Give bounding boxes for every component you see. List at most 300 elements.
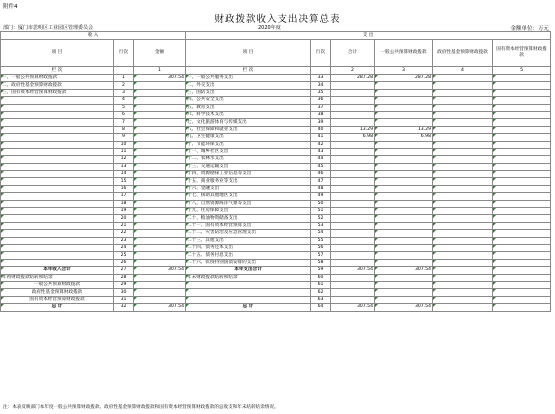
col-number-4: 4 (433, 67, 493, 75)
soe-budget-cell (493, 200, 551, 207)
income-item-cell (1, 141, 114, 148)
expense-item-cell: 十三、交通运输支出 (186, 163, 311, 170)
income-line-cell: 29 (114, 281, 134, 288)
soe-budget-cell (493, 126, 551, 133)
income-amount-cell (134, 215, 186, 222)
fund-budget-cell (433, 75, 493, 82)
income-amount-cell (134, 104, 186, 111)
expense-line-cell: 44 (311, 156, 331, 163)
income-amount-cell: 307.54 (134, 75, 186, 82)
general-budget-cell: 287.28 (375, 75, 433, 82)
col-label-left-no (114, 67, 134, 75)
general-budget-cell (375, 148, 433, 155)
expense-item-cell: 二十三、其他支出 (186, 237, 311, 244)
expense-line-cell: 40 (311, 126, 331, 133)
general-budget-cell (375, 156, 433, 163)
expense-line-cell: 35 (311, 89, 331, 96)
table-row (1, 193, 551, 200)
general-budget-cell (375, 193, 433, 200)
expense-line-cell: 43 (311, 148, 331, 155)
expense-item-cell: 十七、援助其他地区支出 (186, 193, 311, 200)
soe-budget-cell (493, 148, 551, 155)
table-row (1, 252, 551, 259)
soe-budget-cell (493, 304, 551, 311)
general-budget-cell (375, 296, 433, 303)
soe-budget-cell (493, 82, 551, 89)
expense-line-cell: 56 (311, 244, 331, 251)
table-row (1, 244, 551, 251)
expense-item-cell: 七、文化旅游体育与传媒支出 (186, 119, 311, 126)
income-amount-cell (134, 244, 186, 251)
fund-budget-cell (433, 82, 493, 89)
soe-budget-cell (493, 89, 551, 96)
soe-budget-cell (493, 274, 551, 281)
table-row (1, 215, 551, 222)
income-item-cell: 本年收入合计 (1, 267, 114, 274)
footnote: 注：本表反映部门本年度一般公共预算财政拨款、政府性基金预算财政拨款和国有资本经营预算财政拨款的总收支和年末结转结余情况。 (3, 405, 279, 410)
expense-item-cell: 十四、资源勘探工业信息等支出 (186, 171, 311, 178)
expense-line-cell: 47 (311, 178, 331, 185)
income-item-cell (1, 148, 114, 155)
expense-line-cell: 49 (311, 193, 331, 200)
expense-item-header: 项 目 (186, 40, 311, 67)
income-item-cell: 国有资本经营预算财政拨款 (1, 296, 114, 303)
fund-budget-cell (433, 97, 493, 104)
income-item-cell (1, 119, 114, 126)
total-cell (331, 222, 375, 229)
table-row (1, 200, 551, 207)
expense-item-cell: 十八、自然资源海洋气象等支出 (186, 200, 311, 207)
income-line-cell: 18 (114, 200, 134, 207)
income-amount-cell (134, 289, 186, 296)
income-line-cell: 7 (114, 119, 134, 126)
general-budget-cell: 307.54 (375, 267, 433, 274)
col-number-1: 1 (134, 67, 186, 75)
expense-line-cell: 52 (311, 215, 331, 222)
total-cell (331, 185, 375, 192)
fund-budget-cell (433, 134, 493, 141)
income-line-cell: 17 (114, 193, 134, 200)
income-amount-cell: 307.54 (134, 304, 186, 311)
total-cell (331, 97, 375, 104)
soe-budget-cell (493, 134, 551, 141)
soe-budget-cell (493, 163, 551, 170)
total-cell (331, 237, 375, 244)
expense-item-cell: 五、教育支出 (186, 104, 311, 111)
income-line-cell: 23 (114, 237, 134, 244)
income-item-cell (1, 215, 114, 222)
income-line-cell: 6 (114, 111, 134, 118)
fund-budget-cell (433, 163, 493, 170)
fund-budget-cell (433, 281, 493, 288)
soe-budget-cell (493, 244, 551, 251)
expense-item-cell: 九、卫生健康支出 (186, 134, 311, 141)
total-cell (331, 274, 375, 281)
table-row (1, 267, 551, 274)
expense-line-cell: 61 (311, 281, 331, 288)
column-number-row (1, 67, 551, 75)
income-amount-cell (134, 274, 186, 281)
expense-line-cell: 59 (311, 267, 331, 274)
general-budget-cell (375, 97, 433, 104)
income-amount-cell (134, 119, 186, 126)
expense-line-cell: 50 (311, 200, 331, 207)
table-row (1, 134, 551, 141)
income-item-cell (1, 237, 114, 244)
total-cell (331, 178, 375, 185)
expense-line-cell: 39 (311, 119, 331, 126)
expense-item-cell: 二、外交支出 (186, 82, 311, 89)
income-line-cell: 21 (114, 222, 134, 229)
general-budget-cell (375, 104, 433, 111)
table-row (1, 281, 551, 288)
general-budget-cell (375, 244, 433, 251)
expense-item-cell: 总 计 (186, 304, 311, 311)
soe-budget-cell (493, 193, 551, 200)
total-cell (331, 281, 375, 288)
income-item-cell (1, 163, 114, 170)
expense-line-cell: 38 (311, 111, 331, 118)
general-budget-cell (375, 274, 433, 281)
expense-item-cell: 三、国防支出 (186, 89, 311, 96)
fund-budget-cell (433, 304, 493, 311)
total-cell (331, 82, 375, 89)
income-amount-cell (134, 134, 186, 141)
general-budget-cell (375, 215, 433, 222)
expense-item-cell (186, 289, 311, 296)
income-item-cell (1, 134, 114, 141)
income-line-cell: 3 (114, 89, 134, 96)
table-row (1, 259, 551, 266)
income-item-cell: 一般公共预算财政拨款 (1, 281, 114, 288)
year-label: 2020年度 (258, 25, 281, 31)
expense-item-cell: 本年支出合计 (186, 267, 311, 274)
total-cell (331, 289, 375, 296)
expense-line-cell: 37 (311, 104, 331, 111)
expense-item-cell: 二十二、灾害防治及应急管理支出 (186, 230, 311, 237)
income-item-cell: 年初财政拨款结转和结余 (1, 274, 114, 281)
general-budget-header: 一般公共预算财政拨款 (375, 40, 433, 67)
soe-budget-cell (493, 237, 551, 244)
income-amount-cell: 307.54 (134, 267, 186, 274)
income-line-cell: 13 (114, 163, 134, 170)
total-header: 合计 (331, 40, 375, 67)
report-title: 财政拨款收入支出决算总表 (214, 14, 341, 25)
fund-budget-cell (433, 267, 493, 274)
fund-budget-cell (433, 215, 493, 222)
total-cell (331, 200, 375, 207)
income-line-cell: 30 (114, 289, 134, 296)
income-item-cell: 一、一般公共预算财政拨款 (1, 75, 114, 82)
income-item-cell (1, 178, 114, 185)
income-item-cell (1, 171, 114, 178)
income-amount-cell (134, 148, 186, 155)
general-budget-cell (375, 171, 433, 178)
income-line-cell: 10 (114, 141, 134, 148)
income-line-cell: 12 (114, 156, 134, 163)
expense-item-cell (186, 296, 311, 303)
total-cell (331, 171, 375, 178)
income-item-cell (1, 126, 114, 133)
income-item-cell: 二、政府性基金预算财政拨款 (1, 82, 114, 89)
total-cell (331, 119, 375, 126)
income-amount-cell (134, 111, 186, 118)
soe-budget-header: 国有资本经营预算财政拨款 (493, 40, 551, 67)
general-budget-cell (375, 222, 433, 229)
income-line-cell: 8 (114, 126, 134, 133)
income-item-cell: 总 计 (1, 304, 114, 311)
income-line-cell: 15 (114, 178, 134, 185)
income-line-cell: 1 (114, 75, 134, 82)
fund-budget-cell (433, 111, 493, 118)
table-row (1, 141, 551, 148)
income-line-header: 行次 (114, 40, 134, 67)
income-amount-header: 金额 (134, 40, 186, 67)
total-cell: 6.98 (331, 134, 375, 141)
table-row (1, 119, 551, 126)
fund-budget-cell (433, 171, 493, 178)
attachment-label: 附件4 (3, 4, 18, 10)
general-budget-cell (375, 111, 433, 118)
income-item-cell (1, 208, 114, 215)
fund-budget-cell (433, 148, 493, 155)
fund-budget-cell (433, 296, 493, 303)
soe-budget-cell (493, 215, 551, 222)
income-line-cell: 26 (114, 259, 134, 266)
expense-item-cell: 四、公共安全支出 (186, 97, 311, 104)
income-amount-cell (134, 97, 186, 104)
expense-line-header: 行次 (311, 40, 331, 67)
income-line-cell: 9 (114, 134, 134, 141)
income-amount-cell (134, 193, 186, 200)
total-cell (331, 252, 375, 259)
expense-line-cell: 51 (311, 208, 331, 215)
income-amount-cell (134, 252, 186, 259)
table-row (1, 274, 551, 281)
expense-item-cell: 十二、农林水支出 (186, 156, 311, 163)
col-label-left: 栏 次 (1, 67, 114, 75)
expense-line-cell: 36 (311, 97, 331, 104)
fund-budget-cell (433, 274, 493, 281)
income-amount-cell (134, 208, 186, 215)
expense-line-cell: 46 (311, 171, 331, 178)
expense-item-cell: 年末财政拨款结转和结余 (186, 274, 311, 281)
group-header-row (1, 32, 551, 40)
total-cell: 307.54 (331, 304, 375, 311)
general-budget-cell: 307.54 (375, 304, 433, 311)
total-cell: 13.29 (331, 126, 375, 133)
total-cell (331, 156, 375, 163)
fund-budget-cell (433, 208, 493, 215)
table-row (1, 289, 551, 296)
general-budget-cell (375, 178, 433, 185)
income-amount-cell (134, 141, 186, 148)
general-budget-cell (375, 89, 433, 96)
expense-item-cell: 十九、住房保障支出 (186, 208, 311, 215)
soe-budget-cell (493, 185, 551, 192)
general-budget-cell (375, 252, 433, 259)
total-cell (331, 244, 375, 251)
soe-budget-cell (493, 281, 551, 288)
fund-budget-header: 政府性基金预算财政拨款 (433, 40, 493, 67)
expense-item-cell: 二十五、债务付息支出 (186, 252, 311, 259)
expense-item-cell: 十五、商业服务业等支出 (186, 178, 311, 185)
soe-budget-cell (493, 111, 551, 118)
expense-item-cell: 八、社会保障和就业支出 (186, 126, 311, 133)
soe-budget-cell (493, 178, 551, 185)
income-line-cell: 20 (114, 215, 134, 222)
income-amount-cell (134, 126, 186, 133)
general-budget-cell (375, 82, 433, 89)
total-cell (331, 193, 375, 200)
fund-budget-cell (433, 126, 493, 133)
table-row (1, 230, 551, 237)
department-label: 部门：厦门市思明区工业园区管理委员会 (3, 25, 94, 31)
general-budget-cell (375, 141, 433, 148)
income-amount-cell (134, 185, 186, 192)
fund-budget-cell (433, 89, 493, 96)
expense-item-cell: 二十六、抗疫特别国债安排的支出 (186, 259, 311, 266)
income-item-cell (1, 156, 114, 163)
soe-budget-cell (493, 156, 551, 163)
expense-line-cell: 34 (311, 82, 331, 89)
expense-line-cell: 41 (311, 134, 331, 141)
table-row (1, 75, 551, 82)
income-line-cell: 16 (114, 185, 134, 192)
total-cell (331, 208, 375, 215)
income-line-cell: 19 (114, 208, 134, 215)
expense-item-cell: 十一、城乡社区支出 (186, 148, 311, 155)
total-cell (331, 163, 375, 170)
expense-line-cell: 60 (311, 274, 331, 281)
soe-budget-cell (493, 259, 551, 266)
income-line-cell: 24 (114, 244, 134, 251)
table-row (1, 178, 551, 185)
table-row (1, 89, 551, 96)
soe-budget-cell (493, 208, 551, 215)
unit-label: 金额单位：万元 (510, 26, 549, 32)
income-amount-cell (134, 200, 186, 207)
table-row (1, 97, 551, 104)
general-budget-cell (375, 237, 433, 244)
expense-line-cell: 64 (311, 304, 331, 311)
fund-budget-cell (433, 252, 493, 259)
col-number-3: 3 (375, 67, 433, 75)
table-row (1, 163, 551, 170)
income-item-cell (1, 252, 114, 259)
income-line-cell: 14 (114, 171, 134, 178)
fund-budget-cell (433, 178, 493, 185)
budget-table (0, 31, 551, 312)
income-item-cell (1, 230, 114, 237)
fund-budget-cell (433, 141, 493, 148)
general-budget-cell (375, 208, 433, 215)
general-budget-cell (375, 119, 433, 126)
table-row (1, 126, 551, 133)
table-row (1, 296, 551, 303)
expense-item-cell: 二十四、债务还本支出 (186, 244, 311, 251)
expense-line-cell: 42 (311, 141, 331, 148)
expense-line-cell: 45 (311, 163, 331, 170)
income-amount-cell (134, 222, 186, 229)
income-line-cell: 2 (114, 82, 134, 89)
income-amount-cell (134, 156, 186, 163)
income-line-cell: 25 (114, 252, 134, 259)
income-item-cell (1, 185, 114, 192)
income-item-cell (1, 222, 114, 229)
general-budget-cell: 6.98 (375, 134, 433, 141)
table-row (1, 104, 551, 111)
general-budget-cell: 13.29 (375, 126, 433, 133)
table-row (1, 237, 551, 244)
table-row (1, 185, 551, 192)
soe-budget-cell (493, 171, 551, 178)
income-item-cell: 政府性基金预算财政拨款 (1, 289, 114, 296)
income-item-cell (1, 111, 114, 118)
expense-line-cell: 58 (311, 259, 331, 266)
total-cell: 307.54 (331, 267, 375, 274)
expense-item-cell: 六、科学技术支出 (186, 111, 311, 118)
expense-line-cell: 57 (311, 252, 331, 259)
total-cell (331, 296, 375, 303)
income-amount-cell (134, 230, 186, 237)
expense-item-cell: 一、一般公共服务支出 (186, 75, 311, 82)
fund-budget-cell (433, 156, 493, 163)
expense-item-cell: 十、节能环保支出 (186, 141, 311, 148)
soe-budget-cell (493, 252, 551, 259)
general-budget-cell (375, 281, 433, 288)
general-budget-cell (375, 200, 433, 207)
income-item-cell: 三、国有资本经营预算财政拨款 (1, 89, 114, 96)
expense-group-header: 支 出 (186, 32, 551, 40)
income-line-cell: 31 (114, 296, 134, 303)
total-cell (331, 148, 375, 155)
general-budget-cell (375, 259, 433, 266)
income-group-header: 收 入 (1, 32, 186, 40)
income-amount-cell (134, 163, 186, 170)
table-row (1, 148, 551, 155)
total-cell (331, 89, 375, 96)
income-item-cell (1, 104, 114, 111)
soe-budget-cell (493, 289, 551, 296)
col-label-right-no (311, 67, 331, 75)
expense-line-cell: 63 (311, 296, 331, 303)
income-amount-cell (134, 171, 186, 178)
table-row (1, 304, 551, 311)
income-item-cell (1, 259, 114, 266)
total-cell (331, 259, 375, 266)
total-cell (331, 111, 375, 118)
general-budget-cell (375, 230, 433, 237)
general-budget-cell (375, 289, 433, 296)
income-amount-cell (134, 259, 186, 266)
income-line-cell: 4 (114, 97, 134, 104)
soe-budget-cell (493, 141, 551, 148)
table-row (1, 208, 551, 215)
expense-line-cell: 33 (311, 75, 331, 82)
expense-line-cell: 55 (311, 237, 331, 244)
total-cell (331, 230, 375, 237)
soe-budget-cell (493, 230, 551, 237)
fund-budget-cell (433, 193, 493, 200)
income-amount-cell (134, 82, 186, 89)
col-number-5: 5 (493, 67, 551, 75)
col-number-2: 2 (331, 67, 375, 75)
fund-budget-cell (433, 104, 493, 111)
income-amount-cell (134, 237, 186, 244)
soe-budget-cell (493, 296, 551, 303)
table-row (1, 156, 551, 163)
